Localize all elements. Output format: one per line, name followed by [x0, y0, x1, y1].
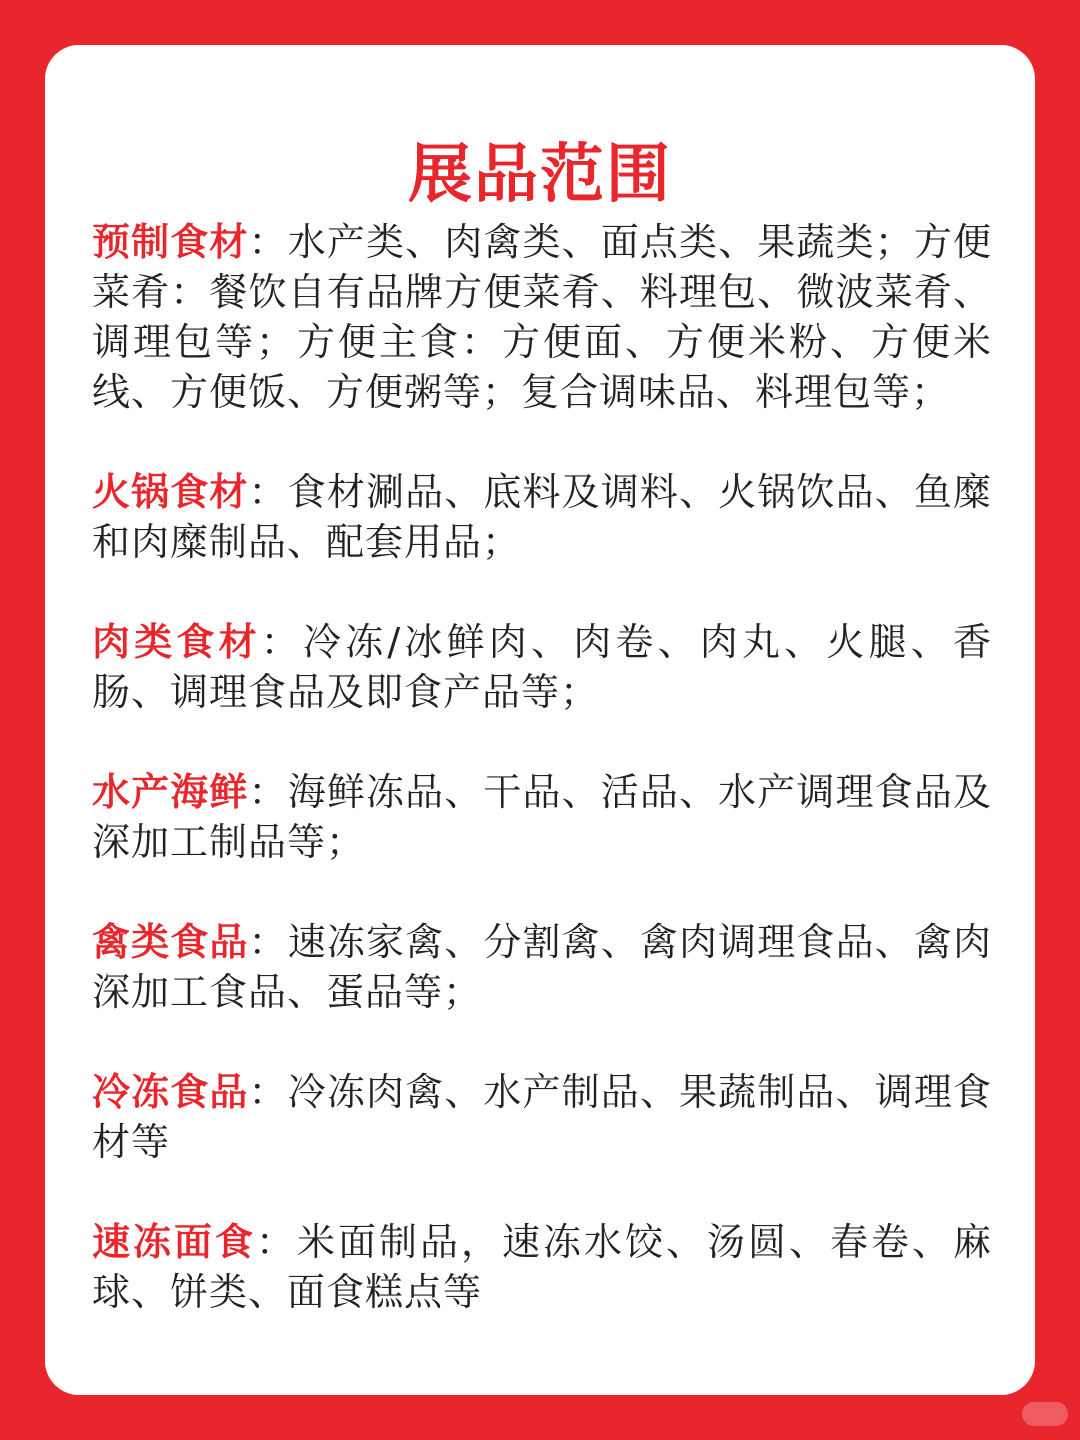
- section-seafood: [92, 767, 992, 867]
- section-meat-ingredients: [92, 617, 992, 717]
- section-frozen-noodles: [92, 1217, 992, 1317]
- section-frozen-food: [92, 1067, 992, 1167]
- section-text: 米面制品，速冻水饺、汤圆、春卷、麻球、饼类、面食糕点等: [92, 1220, 992, 1314]
- section-separator: ：: [248, 220, 288, 264]
- page-title: 展品范围: [408, 138, 672, 212]
- section-label: 水产海鲜: [92, 770, 249, 814]
- section-text: 冷冻/冰鲜肉、肉卷、肉丸、火腿、香肠、调理食品及即食产品等；: [92, 620, 992, 714]
- section-text: 海鲜冻品、干品、活品、水产调理食品及深加工制品等；: [92, 770, 992, 864]
- section-separator: ：: [248, 470, 288, 514]
- section-separator: ：: [248, 770, 288, 814]
- section-separator: ：: [256, 1220, 297, 1264]
- section-separator: ：: [248, 920, 288, 964]
- exhibit-scope-list: [92, 217, 992, 1367]
- section-separator: ：: [260, 620, 303, 664]
- watermark-badge-icon: [1022, 1402, 1068, 1426]
- section-text: 冷冻肉禽、水产制品、果蔬制品、调理食材等: [92, 1070, 992, 1164]
- section-label: 速冻面食: [92, 1220, 256, 1264]
- section-text: 食材涮品、底料及调料、火锅饮品、鱼糜和肉糜制品、配套用品；: [92, 470, 992, 564]
- section-prepared-ingredients: [92, 217, 992, 417]
- section-label: 禽类食品: [92, 920, 249, 964]
- section-separator: ：: [248, 1070, 288, 1114]
- content-card: [45, 45, 1035, 1395]
- section-label: 冷冻食品: [92, 1070, 249, 1114]
- section-text: 速冻家禽、分割禽、禽肉调理食品、禽肉深加工食品、蛋品等；: [92, 920, 992, 1014]
- section-label: 肉类食材: [92, 620, 261, 664]
- section-text: 水产类、肉禽类、面点类、果蔬类；方便菜肴：餐饮自有品牌方便菜肴、料理包、微波菜肴、调理包等；方便主食：方便面、方便米粉、方便米线、方便饭、方便粥等；复合调味品、料理包等；: [92, 220, 992, 414]
- section-hotpot-ingredients: [92, 467, 992, 567]
- section-poultry: [92, 917, 992, 1017]
- section-label: 预制食材: [92, 220, 249, 264]
- section-label: 火锅食材: [92, 470, 249, 514]
